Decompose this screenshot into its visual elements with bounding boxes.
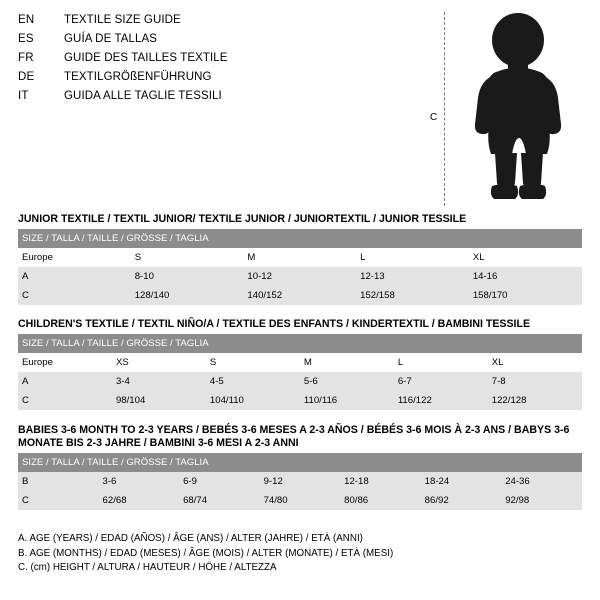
section-children	[18, 318, 582, 410]
table-row	[18, 472, 582, 491]
cell: 98/104	[112, 391, 206, 410]
cell: 5-6	[300, 372, 394, 391]
cell: 104/110	[206, 391, 300, 410]
row-label: C	[18, 391, 112, 410]
cell: L	[356, 248, 469, 267]
height-dashed-line	[444, 12, 445, 206]
cell: 24-36	[501, 472, 582, 491]
cell: 110/116	[300, 391, 394, 410]
row-label: A	[18, 267, 131, 286]
cell: XL	[469, 248, 582, 267]
section-babies	[18, 424, 582, 510]
cell: 128/140	[131, 286, 244, 305]
cell: 4-5	[206, 372, 300, 391]
language-title-block	[18, 14, 438, 109]
table-row	[18, 491, 582, 510]
language-code: FR	[18, 52, 34, 64]
language-title: TEXTILE SIZE GUIDE	[64, 14, 181, 26]
language-title: GUIDA ALLE TAGLIE TESSILI	[64, 90, 222, 102]
cell: 86/92	[421, 491, 502, 510]
language-row	[18, 33, 438, 52]
table-row	[18, 372, 582, 391]
height-measure-label: C	[430, 112, 438, 123]
section-title: CHILDREN'S TEXTILE / TEXTIL NIÑO/A / TEXTILE DES ENFANTS / KINDERTEXTIL / BAMBINI TESSILE	[18, 318, 531, 330]
language-row	[18, 71, 438, 90]
junior-size-table	[18, 229, 582, 305]
cell: 92/98	[501, 491, 582, 510]
cell: 140/152	[243, 286, 356, 305]
table-row	[18, 248, 582, 267]
row-label: B	[18, 472, 99, 491]
cell: 3-4	[112, 372, 206, 391]
cell: 8-10	[131, 267, 244, 286]
section-junior	[18, 213, 582, 305]
table-header-row	[18, 334, 582, 353]
table-row	[18, 353, 582, 372]
row-label: Europe	[18, 353, 112, 372]
language-code: ES	[18, 33, 34, 45]
cell: 122/128	[488, 391, 582, 410]
cell: M	[243, 248, 356, 267]
table-row	[18, 286, 582, 305]
language-title: TEXTILGRÖßENFÜHRUNG	[64, 71, 212, 83]
cell: 12-13	[356, 267, 469, 286]
language-title: GUÍA DE TALLAS	[64, 33, 158, 45]
table-row	[18, 267, 582, 286]
language-title: GUIDE DES TAILLES TEXTILE	[64, 52, 228, 64]
cell: XL	[488, 353, 582, 372]
cell: 7-8	[488, 372, 582, 391]
cell: 74/80	[260, 491, 341, 510]
legend-note: A. AGE (YEARS) / EDAD (AÑOS) / ÂGE (ANS) / ALTER (JAHRE) / ETÀ (ANNI)	[18, 533, 363, 544]
size-header-label: SIZE / TALLA / TAILLE / GRÖSSE / TAGLIA	[18, 334, 582, 353]
height-measure-figure	[426, 8, 586, 208]
legend-note: B. AGE (MONTHS) / EDAD (MESES) / ÂGE (MOIS) / ALTER (MONATE) / ETÀ (MESI)	[18, 547, 394, 559]
cell: 18-24	[421, 472, 502, 491]
row-label: Europe	[18, 248, 131, 267]
cell: 9-12	[260, 472, 341, 491]
row-label: C	[18, 286, 131, 305]
cell: 68/74	[179, 491, 260, 510]
cell: 3-6	[99, 472, 180, 491]
language-row	[18, 14, 438, 33]
cell: S	[131, 248, 244, 267]
cell: 10-12	[243, 267, 356, 286]
language-row	[18, 52, 438, 71]
cell: 12-18	[340, 472, 421, 491]
babies-size-table	[18, 453, 582, 510]
cell: 62/68	[99, 491, 180, 510]
size-header-label: SIZE / TALLA / TAILLE / GRÖSSE / TAGLIA	[18, 453, 582, 472]
cell: S	[206, 353, 300, 372]
language-code: DE	[18, 71, 35, 83]
cell: M	[300, 353, 394, 372]
section-title: BABIES 3-6 MONTH TO 2-3 YEARS / BEBÉS 3-6 MESES A 2-3 AÑOS / BÉBÉS 3-6 MOIS À 2-3 ANS / BABYS 3-6 MONATE BIS 2-3 JAHRE / BAMBINI 3-6 MESI A 2-3 ANNI	[18, 424, 570, 449]
language-code: EN	[18, 14, 35, 26]
row-label: C	[18, 491, 99, 510]
cell: 152/158	[356, 286, 469, 305]
size-header-label: SIZE / TALLA / TAILLE / GRÖSSE / TAGLIA	[18, 229, 582, 248]
language-code: IT	[18, 90, 29, 102]
cell: 80/86	[340, 491, 421, 510]
toddler-silhouette-icon	[462, 10, 582, 206]
cell: 116/122	[394, 391, 488, 410]
cell: 14-16	[469, 267, 582, 286]
section-title: JUNIOR TEXTILE / TEXTIL JUNIOR/ TEXTILE JUNIOR / JUNIORTEXTIL / JUNIOR TESSILE	[18, 213, 467, 225]
legend-note: C. (cm) HEIGHT / ALTURA / HAUTEUR / HÖHE / ALTEZZA	[18, 562, 277, 573]
table-header-row	[18, 229, 582, 248]
cell: 6-7	[394, 372, 488, 391]
cell: 158/170	[469, 286, 582, 305]
cell: 6-9	[179, 472, 260, 491]
cell: L	[394, 353, 488, 372]
table-header-row	[18, 453, 582, 472]
table-row	[18, 391, 582, 410]
row-label: A	[18, 372, 112, 391]
cell: XS	[112, 353, 206, 372]
children-size-table	[18, 334, 582, 410]
legend-notes	[18, 532, 582, 576]
language-row	[18, 90, 438, 109]
